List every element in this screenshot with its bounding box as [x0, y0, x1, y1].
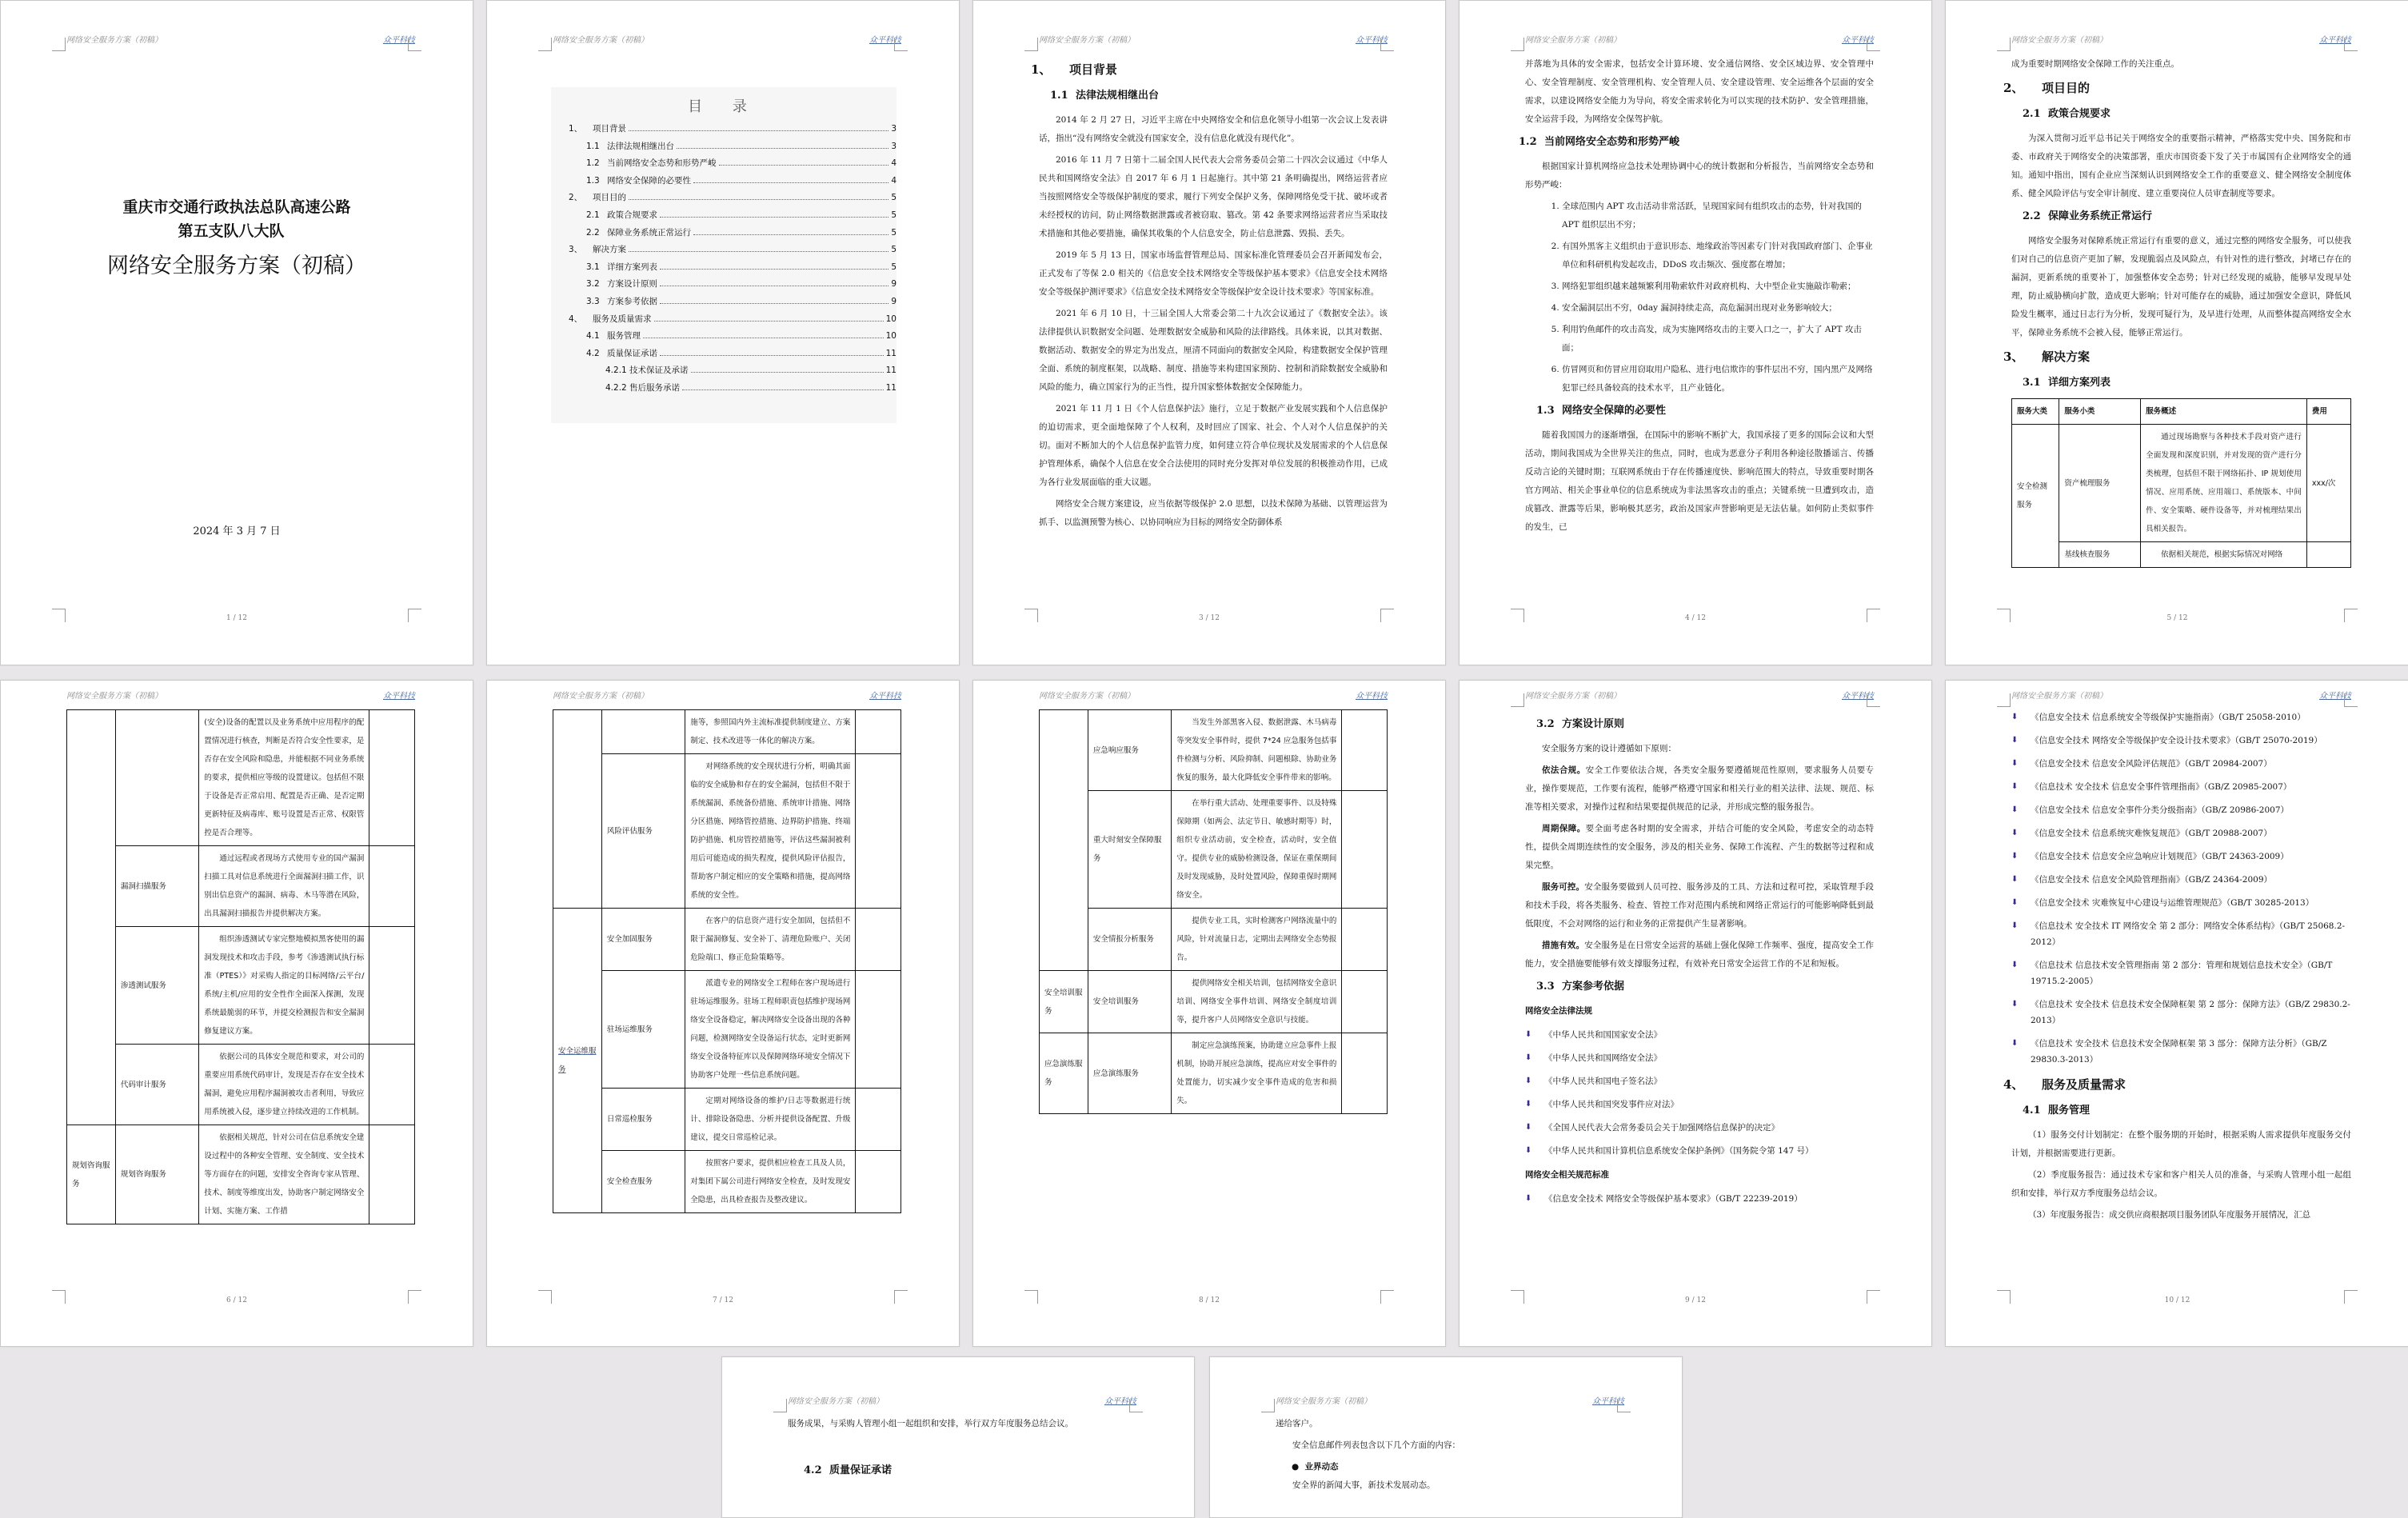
page-body: [1525, 711, 1874, 1214]
cell-subcategory: 漏洞扫描服务: [115, 846, 198, 927]
page-12: [1209, 1356, 1683, 1518]
heading-1-1: 1.1 法律法规相继出台: [1050, 90, 1160, 102]
crop-mark: [894, 38, 908, 51]
cell-fee: [369, 927, 415, 1045]
cell-subcategory: 应急响应服务: [1088, 710, 1171, 791]
page-number: 10 / 12: [2164, 1296, 2190, 1304]
header-company-link[interactable]: 众平科技: [1842, 692, 1874, 701]
cell-fee: [369, 710, 415, 846]
cell-subcategory: 渗透测试服务: [115, 927, 198, 1045]
header-company-link[interactable]: 众平科技: [383, 36, 415, 45]
laws-list: [1525, 1027, 1874, 1159]
table-row: [2012, 425, 2351, 542]
list-item: 6. 仿冒网页和仿冒应用窃取用户隐私、进行电信欺诈的事件层出不穷，国内黑产及网络犯罪已经具备较高的技术水平，且产业链化。: [1562, 361, 1874, 397]
table-row: [1040, 909, 1388, 971]
table-row: [1040, 1033, 1388, 1114]
list-item: 1. 全球范围内 APT 攻击活动非常活跃，呈现国家间有组织攻击的态势，针对我国的 APT 组织层出不穷；: [1562, 198, 1874, 234]
crop-mark: [1380, 38, 1394, 51]
cover-block: [1, 195, 473, 285]
list-item: ⬇ 《信息技术 安全技术 IT 网络安全 第 2 部分：网络安全体系结构》（GB/T 25068.2-2012）: [2011, 918, 2351, 950]
toc-entry[interactable]: 4、 服务及质量需求 10: [569, 314, 897, 324]
header-company-link[interactable]: 众平科技: [1592, 1397, 1624, 1406]
page-body: [553, 709, 901, 1213]
cell-category: 安全培训服务: [1040, 971, 1088, 1033]
table-row: [67, 710, 415, 846]
list-item: ⬇ 《信息安全技术 灾难恢复中心建设与运维管理规范》（GB/T 30285-2013）: [2011, 895, 2351, 911]
toc-entry[interactable]: 2.1 政策合规要求 5: [586, 210, 897, 220]
page-body: [1519, 55, 1874, 540]
list-item: ⬇ 《信息安全技术 信息安全应急响应计划规范》（GB/T 24363-2009）: [2011, 849, 2351, 865]
toc-entry[interactable]: 1.2 当前网络安全态势和形势严峻 4: [586, 158, 897, 169]
principle-paragraph: 周期保障。要全面考虑各时期的安全需求，并结合可能的安全风险，考虑安全的动态特性，提供全周期连续性的安全服务，涉及的相关业务、保障工作流程、产生的数据等过程和成果完整。: [1525, 824, 1875, 870]
list-item: ⬇ 《全国人民代表大会常务委员会关于加强网络信息保护的决定》: [1525, 1120, 1874, 1136]
page-body: [66, 709, 415, 1224]
cell-subcategory: [115, 710, 198, 846]
cell-fee: [856, 1151, 901, 1213]
crop-mark: [1261, 1399, 1275, 1412]
table-row: [2012, 542, 2351, 568]
list-item: ⬇ 《信息安全技术 网络安全等级保护安全设计技术要求》（GB/T 25070-2019）: [2011, 733, 2351, 749]
bullet-item: ● 业界动态: [1292, 1462, 1339, 1472]
toc-entry[interactable]: 3.2 方案设计原则 9: [586, 279, 897, 290]
toc-entry[interactable]: 1、 项目背景 3: [569, 124, 897, 134]
paragraph: 安全服务方案的设计遵循如下原则：: [1542, 744, 1676, 753]
paragraph: 2014 年 2 月 27 日，习近平主席在中央网络安全和信息化领导小组第一次会议上发表讲话，指出“没有网络安全就没有国家安全，没有信息化就没有现代化”。: [1039, 115, 1388, 143]
list-item: ⬇ 《信息技术 安全技术 信息技术安全保障框架 第 3 部分：保障方法分析》（GB/Z 29830.3-2013）: [2011, 1036, 2351, 1068]
cell-category: 安全检测服务: [2012, 425, 2059, 568]
cell-description: 通过现场勘察与各种技术手段对资产进行全面发现和深度识别，并对发现的资产进行分类梳理，包括但不限于网络拓扑、IP 规划使用情况、应用系统、应用端口、系统版本、中间件、安全策略、硬件设备等，并对梳理结果出具相关报告。: [2141, 425, 2307, 542]
cell-fee: [2306, 542, 2350, 568]
cell-fee: [856, 909, 901, 971]
cell-subcategory: 资产梳理服务: [2059, 425, 2141, 542]
standards-list: [2011, 709, 2351, 1068]
cell-description: 按照客户要求，提供相应检查工具及人员，对集团下属公司进行网络安全检查，及时发现安全隐患，出具检查报告及整改建议。: [685, 1151, 856, 1213]
heading-3: 3、 解决方案: [2003, 350, 2091, 364]
list-item: ⬇ 《信息安全技术 信息系统灾难恢复规范》（GB/T 20988-2007）: [2011, 825, 2351, 841]
paragraph: 安全信息邮件列表包含以下几个方面的内容：: [1292, 1440, 1460, 1450]
table-row: [553, 710, 901, 754]
cell-fee: [1342, 710, 1388, 791]
header-company-link[interactable]: 众平科技: [1356, 692, 1388, 701]
header-title: 网络安全服务方案（初稿）: [66, 36, 162, 45]
header-company-link[interactable]: 众平科技: [383, 692, 415, 701]
toc-entry[interactable]: 3.1 详细方案列表 5: [586, 262, 897, 272]
list-item: ⬇ 《信息安全技术 信息安全风险管理指南》（GB/Z 24364-2009）: [2011, 872, 2351, 888]
crop-mark: [1511, 38, 1524, 51]
cover-org-line2: 第五支队八大队: [178, 222, 285, 240]
laws-label: 网络安全法律法规: [1525, 1006, 1592, 1016]
list-item: 3. 网络犯罪组织越来越频繁利用勒索软件对政府机构、大中型企业实施敲诈勒索；: [1562, 278, 1874, 296]
cell-fee: [1342, 791, 1388, 909]
page-11: [721, 1356, 1195, 1518]
cell-description: 依据相关规范，针对公司在信息系统安全建设过程中的各种安全管理、安全制度、安全技术等方面存在的问题，安排安全咨询专家从管理、技术、制度等维度出发，协助客户制定网络安全计划、实施方案、工作措: [199, 1125, 369, 1224]
cell-description: 提供专业工具，实时检测客户网络流量中的风险，针对流量日志，定期出去网络安全态势报告。: [1172, 909, 1342, 971]
cover-title: 网络安全服务方案（初稿）: [107, 254, 366, 278]
toc-entry[interactable]: 1.3 网络安全保障的必要性 4: [586, 175, 897, 186]
toc-entry[interactable]: 4.2 质量保证承诺 11: [586, 348, 897, 358]
cell-fee: [856, 754, 901, 909]
page-2: [486, 0, 960, 665]
header-title: 网络安全服务方案（初稿）: [1039, 692, 1135, 701]
paragraph: 成为重要时期网络安全保障工作的关注重点。: [2011, 59, 2179, 69]
crop-mark: [1867, 38, 1880, 51]
table-row: [553, 971, 901, 1089]
cell-description: 施等，参照国内外主流标准提供制度建立、方案制定、技术改进等一体化的解决方案。: [685, 710, 856, 754]
header-title: 网络安全服务方案（初稿）: [553, 692, 649, 701]
cell-category: [1040, 710, 1088, 971]
paragraph: 根据国家计算机网络应急技术处理协调中心的统计数据和分析报告，当前网络安全态势和形势严峻：: [1525, 162, 1874, 190]
page-body: [2003, 55, 2351, 568]
heading-4-1: 4.1 服务管理: [2023, 1105, 2091, 1117]
header-company-link[interactable]: 众平科技: [1842, 36, 1874, 45]
principle-paragraph: 措施有效。安全服务是在日常安全运营的基础上强化保障工作频率、强度，提高安全工作能力，安全措施要能够有效支撑服务过程，有效补充日常安全运营工作的不足和短板。: [1525, 941, 1875, 969]
toc-entry[interactable]: 2.2 保障业务系统正常运行 5: [586, 227, 897, 238]
header-title: 网络安全服务方案（初稿）: [66, 692, 162, 701]
principle-paragraph: 依法合规。安全工作要依法合规，各类安全服务要遵循规范性原则，要求服务人员要专业，操作要规范，工作要有流程，能够严格遵守国家和相关行业的相关法律、法规、规范、标准等相关要求，对操作过程和结果要提供规范的记录，并形成完整的服务报告。: [1525, 765, 1875, 812]
cell-description: 制定应急演练预案，协助建立应急事件上报机制，协助开展应急演练，提高应对安全事件的处置能力，切实减少安全事件造成的危害和损失。: [1172, 1033, 1342, 1114]
page-7: [486, 680, 960, 1347]
column-header: 服务大类: [2012, 399, 2059, 425]
table-of-contents: [551, 87, 897, 423]
paragraph: 网络安全服务对保障系统正常运行有重要的意义，通过完整的网络安全服务，可以使我们对自己的信息资产更加了解，发现脆弱点及风险点，有针对性的进行整改，封堵已存在的漏洞，更新系统的重要补丁，加强整体安全态势；针对已经发现的威胁，能够早发现早处理，防止威胁横向扩散，造成更大影响；针对可能存在的威胁，通过加强安全意识，降低风险发生概率，通过日志行为分析，发现可疑行为，及早进行处理，从而整体提高网络安全水平，保障业务系统不会被入侵，能够正常运行。: [2011, 236, 2351, 338]
toc-entries: [551, 116, 897, 399]
list-item: ⬇ 《中华人民共和国国家安全法》: [1525, 1027, 1874, 1043]
toc-entry[interactable]: 4.2.1 技术保证及承诺 11: [605, 366, 897, 376]
column-header: 服务小类: [2059, 399, 2141, 425]
paragraph: 安全界的新闻大事，新技术发展动态。: [1292, 1480, 1436, 1490]
page-number: 9 / 12: [1685, 1296, 1706, 1304]
table-row: [553, 1089, 901, 1151]
cell-description: 定期对网络设备的维护/日志等数据进行统计、排除设备隐患、分析并提供设备配置、升级建议，提交日常巡检记录。: [685, 1089, 856, 1151]
page-number: 7 / 12: [713, 1296, 733, 1304]
list-item: ⬇ 《信息技术 信息技术安全管理指南 第 2 部分：管理和规划信息技术安全》（GB/T 19715.2-2005）: [2011, 957, 2351, 989]
toc-entry[interactable]: 1.1 法律法规相继出台 3: [586, 141, 897, 151]
standards-label: 网络安全相关规范标准: [1525, 1170, 1609, 1180]
toc-entry[interactable]: 4.1 服务管理 10: [586, 331, 897, 342]
header-company-link[interactable]: 众平科技: [1356, 36, 1388, 45]
paragraph: 递给客户。: [1276, 1419, 1318, 1428]
cell-description: 通过远程或者现场方式使用专业的国产漏洞扫描工具对信息系统进行全面漏洞扫描工作，识别出信息资产的漏洞、病毒、木马等潜在风险，出具漏洞扫描报告并提供解决方案。: [199, 846, 369, 927]
list-item: ⬇ 《信息技术 安全技术 信息技术安全保障框架 第 2 部分：保障方法》（GB/Z 29830.2-2013）: [2011, 997, 2351, 1029]
list-item: ⬇ 《信息安全技术 信息安全事件分类分级指南》（GB/Z 20986-2007）: [2011, 802, 2351, 818]
heading-2: 2、 项目目的: [2003, 81, 2091, 95]
heading-2-2: 2.2 保障业务系统正常运行: [2023, 210, 2153, 222]
paragraph: （2）季度服务报告：通过技术专家和客户相关人员的准备，与采购人管理小组一起组织和安排，举行双方季度服务总结会议。: [2011, 1170, 2351, 1198]
cell-category: 安全运维服务: [553, 909, 602, 1213]
table-row: [1040, 791, 1388, 909]
cell-subcategory: [601, 710, 685, 754]
cell-fee: [1342, 909, 1388, 971]
cell-fee: xxx/次: [2306, 425, 2350, 542]
table-row: [553, 909, 901, 971]
cell-description: 派遣专业的网络安全工程师在客户现场进行驻场运维服务。驻场工程师职责包括维护现场网络安全设备稳定，解决网络安全设备出现的各种问题，检测网络安全设备运行状态，定时更新网络安全设备特征库以及保障网络环境安全情况下协助客户处理一些信息系统问题。: [685, 971, 856, 1089]
list-item: 4. 安全漏洞层出不穷，0day 漏洞持续走高，高危漏洞出现对业务影响较大；: [1562, 299, 1874, 318]
crop-mark: [2344, 693, 2358, 707]
list-item: ⬇ 《信息安全技术 信息安全风险评估规范》（GB/T 20984-2007）: [2011, 756, 2351, 772]
column-header: 费用: [2306, 399, 2350, 425]
paragraph: （1）服务交付计划制定：在整个服务期的开始时，根据采购人需求提供年度服务交付计划，并根据需要进行更新。: [2011, 1130, 2351, 1158]
cell-fee: [369, 1045, 415, 1125]
cover-date: 2024 年 3 月 7 日: [193, 525, 281, 537]
list-item: ⬇ 《中华人民共和国突发事件应对法》: [1525, 1097, 1874, 1113]
crop-mark: [1997, 38, 2011, 51]
standards-list: [1525, 1191, 1874, 1207]
cell-subcategory: 应急演练服务: [1088, 1033, 1171, 1114]
cell-description: 在举行重大活动、处理重要事件、以及特殊保障期（如两会、法定节日、敏感时期等）时，组织专业活动前，安全检查，活动时，安全值守。提供专业的威胁检测设备，保证在重保期间及时发现威胁，及时处置风险，保障重保时期网络安全。: [1172, 791, 1342, 909]
cell-description: 当发生外部黑客入侵、数据泄露、木马病毒等突发安全事件时，提供 7*24 应急服务包括事件检测与分析、风险抑制、问题根除、协助业务恢复的服务，最大化降低安全事件带来的影响。: [1172, 710, 1342, 791]
header-title: 网络安全服务方案（初稿）: [2011, 692, 2107, 701]
cell-fee: [1342, 1033, 1388, 1114]
cell-description: (安全)设备的配置以及业务系统中应用程序的配置情况进行核查，判断是否符合安全性要求，是否存在安全风险和隐患，并能根据不同业务系统的要求，提供相应等级的设置建议。包括但不限于设备是否正常启用、配置是否正确、是否定期更新特征及病毒库、账号设置是否正常、权限管控是否合理等。: [199, 710, 369, 846]
cell-subcategory: 基线核查服务: [2059, 542, 2141, 568]
header-title: 网络安全服务方案（初稿）: [2011, 36, 2107, 45]
heading-3-3: 3.3 方案参考依据: [1536, 981, 1625, 993]
crop-mark: [538, 38, 552, 51]
page-3: [972, 0, 1446, 665]
page-1: [0, 0, 473, 665]
page-number: 5 / 12: [2166, 614, 2188, 622]
bullet-dot-icon: ●: [1292, 1462, 1305, 1472]
cell-subcategory: 代码审计服务: [115, 1045, 198, 1125]
list-item: ⬇ 《中华人民共和国网络安全法》: [1525, 1050, 1874, 1066]
cell-description: 对网络系统的安全现状进行分析，明确其面临的安全威胁和存在的安全漏洞，包括但不限于系统漏洞、系统备份措施、系统审计措施、网络分区措施、网络管控措施、边界防护措施、终端防护措施、机房管控措施等，评估这些漏洞被利用后可能造成的损失程度，提供风险评估报告，帮助客户制定相应的安全策略和措施，提高网络系统的安全性。: [685, 754, 856, 909]
page-10: [1945, 680, 2408, 1347]
paragraph: （3）年度服务报告：成交供应商根据项目服务团队年度服务开展情况，汇总: [2028, 1210, 2311, 1220]
service-table: [553, 709, 901, 1213]
header-title: 网络安全服务方案（初稿）: [1039, 36, 1135, 45]
cell-description: 提供网络安全相关培训，包括网络安全意识培训、网络安全事件培训、网络安全制度培训等，提升客户人员网络安全意识与技能。: [1172, 971, 1342, 1033]
page-body: [1276, 1415, 1624, 1498]
header-company-link[interactable]: 众平科技: [2319, 36, 2351, 45]
cell-category: [67, 710, 116, 1125]
cell-fee: [856, 710, 901, 754]
header-title: 网络安全服务方案（初稿）: [1276, 1397, 1372, 1406]
header-company-link[interactable]: 众平科技: [869, 36, 901, 45]
service-table: [1039, 709, 1388, 1114]
service-table: [2011, 398, 2351, 568]
page-number: 4 / 12: [1685, 614, 1706, 622]
header-title: 网络安全服务方案（初稿）: [1525, 36, 1621, 45]
list-item: 2. 有国外黑客主义组织由于意识形态、地缘政治等因素专门针对我国政府部门、企事业单位和科研机构发起攻击，DDoS 攻击频次、强度都在增加；: [1562, 238, 1874, 274]
crop-mark: [1997, 693, 2011, 707]
table-row: [1040, 710, 1388, 791]
heading-1-3: 1.3 网络安全保障的必要性: [1536, 405, 1667, 417]
toc-entry[interactable]: 3.3 方案参考依据 9: [586, 296, 897, 306]
crop-mark: [2344, 38, 2358, 51]
heading-4-2: 4.2 质量保证承诺: [804, 1464, 893, 1476]
heading-1: 1、 项目背景: [1031, 62, 1118, 77]
paragraph: 服务成果，与采购人管理小组一起组织和安排，举行双方年度服务总结会议。: [788, 1419, 1073, 1428]
cell-subcategory: 日常巡检服务: [601, 1089, 685, 1151]
cell-subcategory: 安全加固服务: [601, 909, 685, 971]
page-body: [1031, 55, 1388, 535]
cell-subcategory: 重大时刻安全保障服务: [1088, 791, 1171, 909]
cell-subcategory: 驻场运维服务: [601, 971, 685, 1089]
page-number: 6 / 12: [226, 1296, 247, 1304]
table-row: [553, 1151, 901, 1213]
table-row: [67, 1045, 415, 1125]
header-company-link[interactable]: 众平科技: [2319, 692, 2351, 701]
crop-mark: [1511, 693, 1524, 707]
paragraph: 2021 年 6 月 10 日，十三届全国人大常委会第二十九次会议通过了《数据安全法》。该法律提供认识数据安全问题、处理数据安全威胁和风险的法律路线。具体来说，以其对数据、数据活动、数据安全的界定为出发点，厘清不同面向的数据安全风险，构建数据安全保护管理全面、系统的制度框架，以战略、制度、措施等来构建国家预防、控制和消除数据安全威胁和风险的能力，确立国家行为的正当性，提升国家整体数据安全保障能力。: [1039, 309, 1388, 392]
list-item: ⬇ 《中华人民共和国计算机信息系统安全保护条例》（国务院令第 147 号）: [1525, 1143, 1874, 1159]
page-8: [972, 680, 1446, 1347]
toc-entry[interactable]: 4.2.2 售后服务承诺 11: [605, 382, 897, 393]
threat-list: [1525, 198, 1874, 397]
cell-description: 依据公司的具体安全规范和要求，对公司的重要应用系统代码审计，发现是否存在安全技术漏洞，避免应用程序漏洞被攻击者利用，导致应用系统被入侵，逐步建立持续改进的工作机制。: [199, 1045, 369, 1125]
table-row: [67, 1125, 415, 1224]
list-item: ⬇ 《信息安全技术 网络安全等级保护基本要求》（GB/T 22239-2019）: [1525, 1191, 1874, 1207]
page-6: [0, 680, 473, 1347]
heading-4: 4、 服务及质量需求: [2003, 1077, 2126, 1092]
heading-3-2: 3.2 方案设计原则: [1536, 718, 1625, 730]
header-title: 网络安全服务方案（初稿）: [1525, 692, 1621, 701]
header-title: 网络安全服务方案（初稿）: [553, 36, 649, 45]
paragraph: 随着我国国力的逐渐增强，在国际中的影响不断扩大，我国承接了更多的国际会议和大型活动，期间我国成为全世界关注的焦点，同时，也成为恶意分子利用各种途径散播谣言、传播反动言论的关键时期；互联网系统由于存在传播速度快、影响范围大的特点，导致重要时期各官方网站、相关企事业单位的信息系统成为非法黑客攻击的重点；关键系统一旦遭到攻击，造成篡改、泄露等后果，影响极其恶劣，政治及国家声誉影响更是无法估量。如何防止类似事件的发生，已: [1525, 430, 1874, 532]
heading-3-1: 3.1 详细方案列表: [2023, 377, 2111, 389]
paragraph: 2021 年 11 月 1 日《个人信息保护法》施行，立足于数据产业发展实践和个人信息保护的迫切需求，更全面地保障了个人权利，及时回应了国家、社会、个人对个人信息保护的关切。面对不断加大的个人信息保护监管力度，如何建立符合单位现状及发展需求的个人信息保护管理体系，确保个人信息在安全合法使用的同时充分发挥对单位发展的积极推动作用，已成为各行业发展面临的重大议题。: [1039, 404, 1388, 487]
crop-mark: [1617, 1399, 1631, 1412]
heading-1-2: 1.2 当前网络安全态势和形势严峻: [1519, 136, 1680, 148]
cell-fee: [369, 1125, 415, 1224]
table-row: [1040, 971, 1388, 1033]
paragraph: 2019 年 5 月 13 日，国家市场监督管理总局、国家标准化管理委员会召开新闻发布会，正式发布了等保 2.0 相关的《信息安全技术网络安全等级保护基本要求》《信息安全技术网络安全等级保护测评要求》《信息安全技术网络安全等级保护安全设计技术要求》等国家标准。: [1039, 250, 1388, 297]
cell-subcategory: 安全培训服务: [1088, 971, 1171, 1033]
toc-entry[interactable]: 2、 项目目的 5: [569, 193, 897, 203]
toc-title: 目 录: [688, 98, 760, 115]
service-table: [66, 709, 415, 1224]
list-item: 5. 利用钓鱼邮件的攻击高发，成为实施网络攻击的主要入口之一，扩大了 APT 攻击面；: [1562, 321, 1874, 358]
page-number: 3 / 12: [1199, 614, 1220, 622]
list-item: ⬇ 《中华人民共和国电子签名法》: [1525, 1073, 1874, 1089]
principle-paragraph: 服务可控。安全服务要做到人员可控、服务涉及的工具、方法和过程可控，采取管理手段和技术手段，将各类服务、检查、管控工作对范围内系统和网络正常运行的可能影响降低到最低限度，不会对网络的运行和业务的正常提供产生显著影响。: [1525, 882, 1875, 929]
cell-subcategory: 安全情报分析服务: [1088, 909, 1171, 971]
cell-subcategory: 规划咨询服务: [115, 1125, 198, 1224]
cell-description: 在客户的信息资产进行安全加固，包括但不限于漏洞修复、安全补丁、清理危险账户、关闭危险端口、修正危险策略等。: [685, 909, 856, 971]
table-row: [553, 754, 901, 909]
page-number: 8 / 12: [1199, 1296, 1220, 1304]
page-4: [1459, 0, 1932, 665]
cell-subcategory: 风险评估服务: [601, 754, 685, 909]
header-company-link[interactable]: 众平科技: [1104, 1397, 1136, 1406]
list-item: ⬇ 《信息技术 安全技术 信息安全事件管理指南》（GB/Z 20985-2007）: [2011, 779, 2351, 795]
page-body: [2003, 709, 2351, 1228]
header-company-link[interactable]: 众平科技: [869, 692, 901, 701]
toc-entry[interactable]: 3、 解决方案 5: [569, 245, 897, 255]
page-5: [1945, 0, 2408, 665]
paragraph: 2016 年 11 月 7 日第十二届全国人民代表大会常务委员会第二十四次会议通过《中华人民共和国网络安全法》自 2017 年 6 月 1 日起施行。其中第 21 条明确提出，网络运营者应当按照网络安全等级保护制度的要求，履行下列安全保护义务，保障网络免受干扰、破坏或者未经授权的访问，防止网络数据泄露或者被窃取、篡改。第 42 条要求网络运营者应当采取技术措施和其他必要措施，确保其收集的个人信息安全，防止信息泄露、毁损、丢失。: [1039, 155, 1388, 238]
cover-org-line1: 重庆市交通行政执法总队高速公路: [122, 198, 351, 216]
column-header: 服务概述: [2141, 399, 2307, 425]
crop-mark: [1867, 693, 1880, 707]
table-header-row: [2012, 399, 2351, 425]
paragraph: 网络安全合规方案建设，应当依据等级保护 2.0 思想，以技术保障为基础、以管理运营为抓手、以监测预警为核心、以协同响应为目标的网络安全防御体系: [1039, 499, 1388, 527]
crop-mark: [52, 38, 66, 51]
page-body: [788, 1415, 1136, 1486]
page-9: [1459, 680, 1932, 1347]
cell-description: 依据相关规范，根据实际情况对网络: [2141, 542, 2307, 568]
cell-fee: [369, 846, 415, 927]
paragraph: 为深入贯彻习近平总书记关于网络安全的重要指示精神，严格落实党中央、国务院和市委、市政府关于网络安全的决策部署，重庆市国资委下发了关于市属国有企业网络安全的通知。通知中指出，国有企业应当深刻认识到网络安全工作的重要意义、健全网络安全制度体系、健全风险评估与安全审计制度、建立重要岗位人员审查制度等要求。: [2011, 134, 2351, 198]
cell-fee: [856, 1089, 901, 1151]
table-row: [67, 927, 415, 1045]
cell-fee: [856, 971, 901, 1089]
crop-mark: [1129, 1399, 1143, 1412]
page-body: [1039, 709, 1388, 1114]
table-row: [67, 846, 415, 927]
heading-2-1: 2.1 政策合规要求: [2023, 108, 2111, 120]
list-item: ⬇ 《信息安全技术 信息系统安全等级保护实施指南》（GB/T 25058-2010）: [2011, 709, 2351, 725]
crop-mark: [1024, 38, 1038, 51]
cell-description: 组织渗透测试专家完整地模拟黑客使用的漏洞发现技术和攻击手段，参考《渗透测试执行标准（PTES）》对采购人指定的目标网络/云平台/系统/主机/应用的安全性作全面深入探测，发现系统最脆弱的环节，并提交检测报告和安全漏洞修复建议方案。: [199, 927, 369, 1045]
cell-category: [553, 710, 602, 909]
cell-subcategory: 安全检查服务: [601, 1151, 685, 1213]
cell-fee: [1342, 971, 1388, 1033]
paragraph: 并落地为具体的安全需求，包括安全计算环境、安全通信网络、安全区域边界、安全管理中心、安全管理制度、安全管理机构、安全管理人员、安全建设管理、安全运维各个层面的安全需求，以建设网络安全能力为导向，将安全需求转化为可以实现的技术防护、安全管理措施，安全运营手段，为网络安全保驾护航。: [1525, 59, 1874, 124]
page-number: 1 / 12: [226, 614, 247, 622]
crop-mark: [773, 1399, 787, 1412]
crop-mark: [408, 38, 421, 51]
cell-category: 应急演练服务: [1040, 1033, 1088, 1114]
cell-category: 规划咨询服务: [67, 1125, 116, 1224]
header-title: 网络安全服务方案（初稿）: [788, 1397, 884, 1406]
